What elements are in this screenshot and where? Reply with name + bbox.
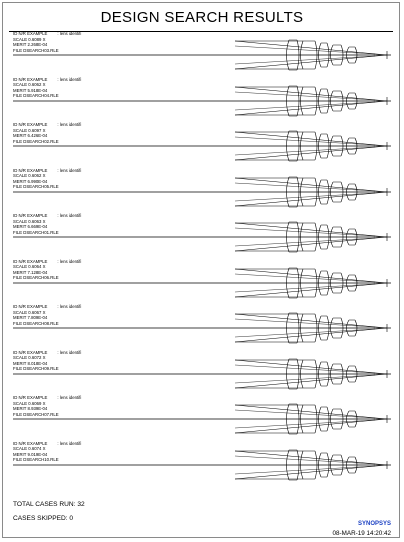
ray-line bbox=[235, 237, 387, 251]
ray-line bbox=[235, 405, 387, 419]
brand-logo: SYNOPSYS bbox=[357, 521, 391, 527]
case-id: ID N/R EXAMPLE bbox=[13, 122, 48, 127]
ray-line bbox=[235, 192, 387, 206]
ray-line bbox=[235, 178, 387, 192]
case-file: FILE DSEARCH02.RLE bbox=[13, 138, 59, 144]
lens-diagram bbox=[3, 350, 401, 394]
ray-line bbox=[235, 132, 387, 146]
ray-line bbox=[235, 223, 387, 237]
case-file: FILE DSEARCH07.RLE bbox=[13, 411, 59, 417]
case-block bbox=[3, 168, 401, 212]
ray-line bbox=[235, 101, 387, 115]
case-tag: : lens identifi bbox=[57, 304, 82, 309]
case-tag: : lens identifi bbox=[57, 349, 82, 355]
case-scale: SCALE 0.6072 X bbox=[13, 355, 46, 360]
lens-diagram bbox=[3, 259, 401, 303]
case-tag: : lens identifi bbox=[57, 258, 82, 264]
case-id: ID N/R EXAMPLE bbox=[13, 349, 48, 355]
case-id: ID N/R EXAMPLE bbox=[13, 167, 48, 173]
lens-diagram bbox=[3, 304, 401, 348]
case-scale: SCALE 0.6069 X bbox=[13, 400, 46, 406]
case-file: FILE DSEARCH10.RLE bbox=[13, 457, 59, 462]
case-tag: : lens identifi bbox=[57, 76, 82, 82]
case-block bbox=[3, 122, 401, 166]
case-block bbox=[3, 213, 401, 257]
lens-diagram bbox=[3, 441, 401, 485]
case-scale: SCALE 0.6097 X bbox=[13, 127, 46, 133]
lens-diagram bbox=[3, 122, 401, 166]
ray-line bbox=[235, 360, 387, 374]
case-file: FILE DSEARCH04.RLE bbox=[13, 93, 59, 98]
case-tag: : lens identifi bbox=[57, 31, 82, 36]
case-block bbox=[3, 395, 401, 439]
case-scale: SCALE 0.6089 X bbox=[13, 36, 46, 42]
case-id: ID N/R EXAMPLE bbox=[13, 304, 48, 309]
case-tag: : lens identifi bbox=[57, 122, 82, 127]
case-merit: MERIT 7.809E-04 bbox=[13, 315, 48, 320]
case-scale: SCALE 0.6062 X bbox=[13, 82, 46, 87]
case-block bbox=[3, 31, 401, 75]
ray-line bbox=[235, 283, 387, 297]
case-tag: : lens identifi bbox=[57, 213, 82, 218]
case-merit: MERIT 7.128E-04 bbox=[13, 269, 48, 275]
results-window bbox=[2, 2, 400, 538]
case-merit: MERIT 2.268E-04 bbox=[13, 42, 48, 47]
cases-skipped-label: CASES SKIPPED: 0 bbox=[13, 515, 74, 522]
lens-diagram bbox=[3, 168, 401, 212]
case-block bbox=[3, 304, 401, 348]
lens-diagram bbox=[3, 395, 401, 439]
case-id: ID N/R EXAMPLE bbox=[13, 395, 48, 400]
case-block bbox=[3, 259, 401, 303]
case-merit: MERIT 8.018E-04 bbox=[13, 360, 48, 366]
timestamp: 08-MAR-19 14:20:42 bbox=[332, 530, 391, 537]
case-merit: MERIT 6.426E-04 bbox=[13, 133, 48, 138]
case-id: ID N/R EXAMPLE bbox=[13, 440, 48, 446]
ray-line bbox=[235, 41, 387, 55]
case-scale: SCALE 0.6063 X bbox=[13, 218, 46, 224]
ray-line bbox=[235, 87, 387, 101]
case-scale: SCALE 0.6062 X bbox=[13, 173, 46, 178]
case-block bbox=[3, 350, 401, 394]
ray-line bbox=[235, 451, 387, 465]
case-file: FILE DSEARCH06.RLE bbox=[13, 275, 59, 280]
case-id: ID N/R EXAMPLE bbox=[13, 258, 48, 264]
case-id: ID N/R EXAMPLE bbox=[13, 76, 48, 82]
page-title: DESIGN SEARCH RESULTS bbox=[100, 9, 304, 26]
case-merit: MERIT 6.990E-04 bbox=[13, 178, 48, 184]
case-file: FILE DSEARCH03.RLE bbox=[13, 47, 59, 53]
ray-line bbox=[235, 374, 387, 388]
case-file: FILE DSEARCH05.RLE bbox=[13, 184, 59, 189]
case-id: ID N/R EXAMPLE bbox=[13, 213, 48, 218]
case-tag: : lens identifi bbox=[57, 440, 82, 446]
case-block bbox=[3, 77, 401, 121]
case-file: FILE DSEARCH01.RLE bbox=[13, 229, 59, 235]
total-cases-label: TOTAL CASES RUN: 32 bbox=[13, 501, 85, 508]
case-merit: MERIT 8.939E-04 bbox=[13, 406, 48, 411]
ray-line bbox=[235, 328, 387, 342]
case-scale: SCALE 0.6067 X bbox=[13, 309, 46, 315]
case-id: ID N/R EXAMPLE bbox=[13, 31, 48, 36]
lens-diagram bbox=[3, 77, 401, 121]
case-merit: MERIT 6.669E-04 bbox=[13, 224, 48, 229]
case-tag: : lens identifi bbox=[57, 167, 82, 173]
case-block bbox=[3, 441, 401, 485]
case-scale: SCALE 0.6074 X bbox=[13, 446, 46, 451]
ray-line bbox=[235, 465, 387, 479]
case-scale: SCALE 0.6064 X bbox=[13, 264, 46, 269]
case-file: FILE DSEARCH09.RLE bbox=[13, 366, 59, 371]
ray-line bbox=[235, 314, 387, 328]
case-merit: MERIT 9.019E-04 bbox=[13, 451, 48, 457]
ray-line bbox=[235, 55, 387, 69]
lens-diagram bbox=[3, 213, 401, 257]
ray-line bbox=[235, 269, 387, 283]
lens-diagram bbox=[3, 31, 401, 75]
ray-line bbox=[235, 146, 387, 160]
case-file: FILE DSEARCH08.RLE bbox=[13, 320, 59, 326]
ray-line bbox=[235, 419, 387, 433]
case-tag: : lens identifi bbox=[57, 395, 82, 400]
case-merit: MERIT 5.918E-04 bbox=[13, 87, 48, 93]
